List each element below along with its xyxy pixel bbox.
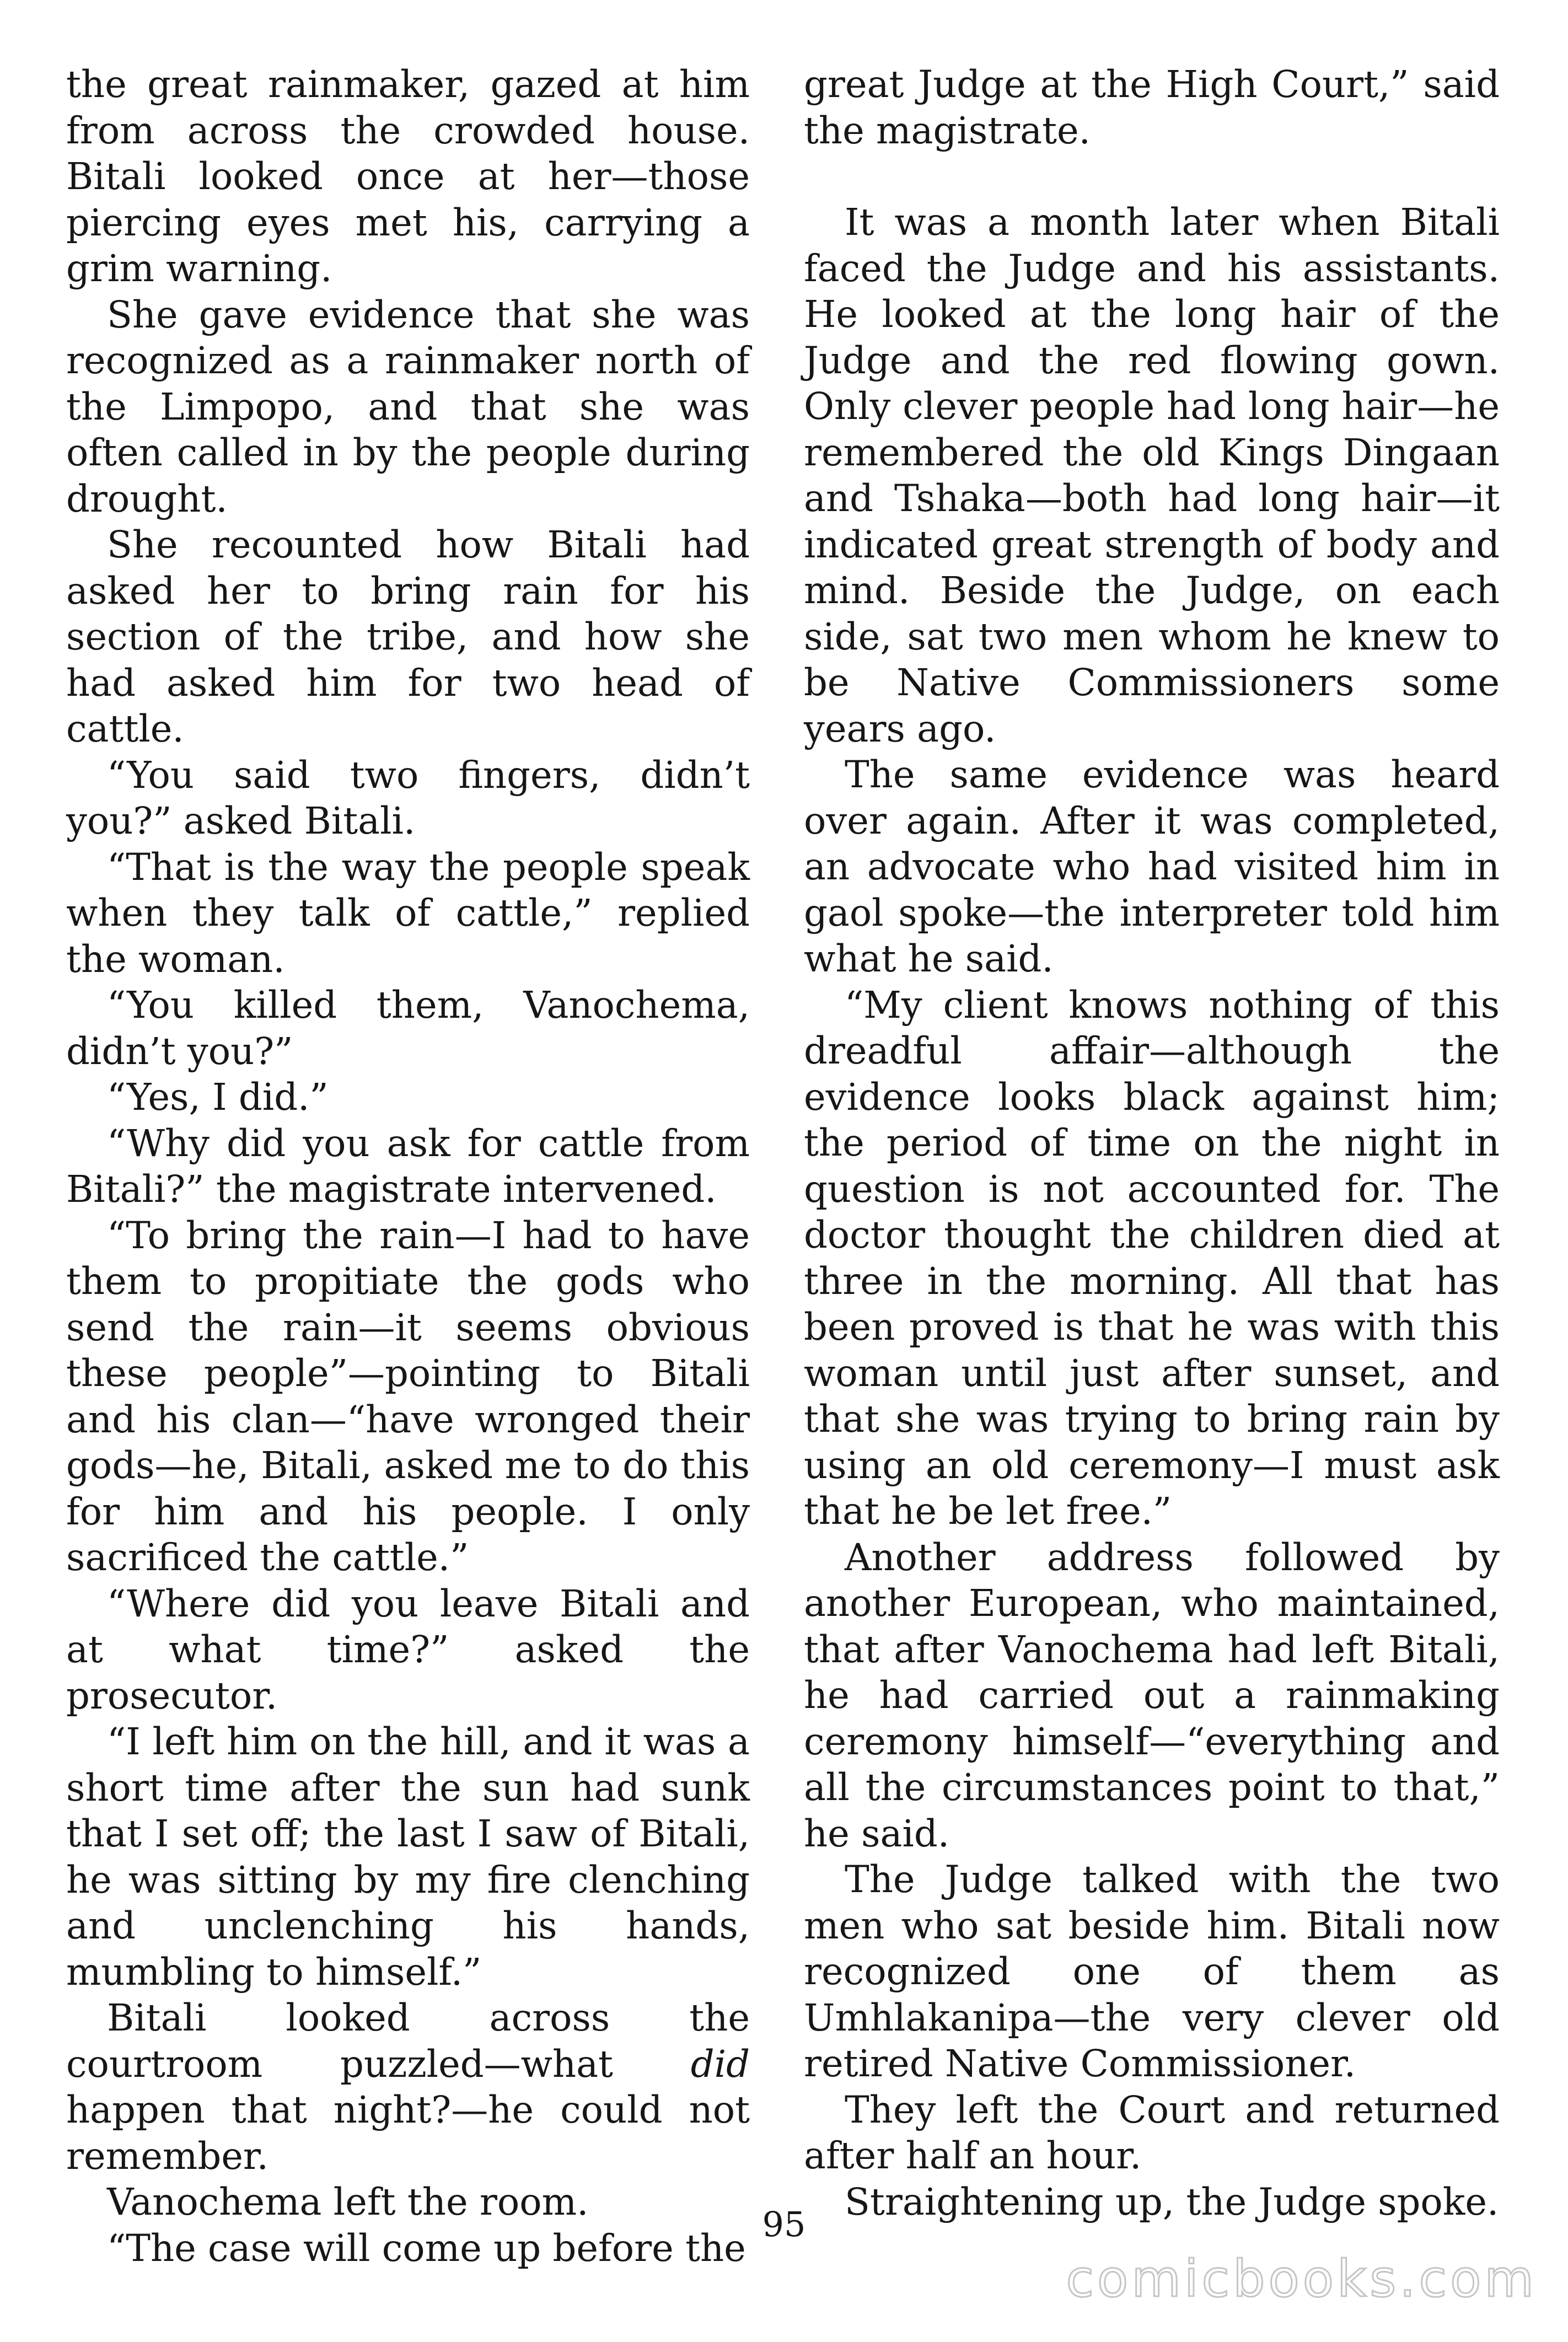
right-text-column bbox=[804, 62, 1500, 2225]
paragraph: She recounted how Bitali had asked her to bring rain for his section of the tribe, and how she had asked him for two head of cattle. bbox=[66, 523, 750, 750]
paragraph: Vanochema left the room. bbox=[107, 2180, 589, 2223]
paragraph: “The case will come up before the bbox=[107, 2226, 746, 2270]
paragraph: “I left him on the hill, and it was a short time after the sun had sunk that I set off; the last I saw of Bitali, he was sitting by my fire clenching and unclenching his hands, mumbling to himself.” bbox=[66, 1720, 750, 1994]
paragraph: the great rainmaker, gazed at him from across the crowded house. Bitali looked once at her—those piercing eyes met his, carrying a grim warning. bbox=[66, 63, 750, 290]
paragraph-text: happen that night?—he could not remember. bbox=[66, 2088, 750, 2178]
paragraph: “Why did you ask for cattle from Bitali?” the magistrate intervened. bbox=[66, 1121, 750, 1211]
left-text-column bbox=[66, 62, 750, 2271]
paragraph: “You said two fingers, didn’t you?” asked Bitali. bbox=[66, 753, 750, 842]
paragraph bbox=[66, 1995, 750, 2179]
paragraph: “To bring the rain—I had to have them to propitiate the gods who send the rain—it seems obvious these people”—pointing to Bitali and his clan—“have wronged their gods—he, Bitali, asked me to do this for him and his people. I only sacrificed the cattle.” bbox=[66, 1213, 750, 1579]
paragraph: The Judge talked with the two men who sat beside him. Bitali now recognized one of them as Umhlakanipa—the very clever old retired Native Commissioner. bbox=[804, 1858, 1500, 2085]
paragraph: “That is the way the people speak when they talk of cattle,” replied the woman. bbox=[66, 845, 750, 981]
paragraph: Another address followed by another European, who maintained, that after Vanochema had left Bitali, he had carried out a rainmaking ceremony himself—“everything and all the circumstances point to that,” he said. bbox=[804, 1535, 1500, 1855]
paragraph: The same evidence was heard over again. After it was completed, an advocate who had visited him in gaol spoke—the interpreter told him what he said. bbox=[804, 753, 1500, 980]
paragraph: “My client knows nothing of this dreadful affair—although the evidence looks black against him; the period of time on the night in question is not accounted for. The doctor thought the children died at three in the morning. All that has been proved is that he was with this woman until just after sunset, and that she was trying to bring rain by using an old ceremony—I must ask that he be let free.” bbox=[804, 983, 1500, 1533]
page-number: 95 bbox=[762, 2204, 806, 2244]
watermark: comicbooks.com bbox=[1066, 2249, 1537, 2308]
paragraph: She gave evidence that she was recognized as a rainmaker north of the Limpopo, and that she was often called in by the people during drought. bbox=[66, 293, 750, 520]
paragraph-text: Bitali looked across the courtroom puzzled—what bbox=[66, 1996, 750, 2086]
paragraph: It was a month later when Bitali faced the Judge and his assistants. He looked at the long hair of the Judge and the red flowing gown. Only clever people had long hair—he remembered the old Kings Dingaan and Tshaka—both had long hair—it indicated great strength of body and mind. Beside the Judge, on each side, sat two men whom he knew to be Native Commissioners some years ago. bbox=[804, 201, 1500, 750]
paragraph: Straightening up, the Judge spoke. bbox=[845, 2180, 1499, 2223]
paragraph: “Yes, I did.” bbox=[107, 1076, 329, 1119]
paragraph: great Judge at the High Court,” said the magistrate. bbox=[804, 63, 1500, 152]
paragraph: “Where did you leave Bitali and at what time?” asked the prosecutor. bbox=[66, 1582, 750, 1717]
paragraph: They left the Court and returned after half an hour. bbox=[804, 2088, 1500, 2177]
paragraph: “You killed them, Vanochema, didn’t you?” bbox=[66, 984, 750, 1073]
emphasis-text: did bbox=[690, 2042, 750, 2086]
